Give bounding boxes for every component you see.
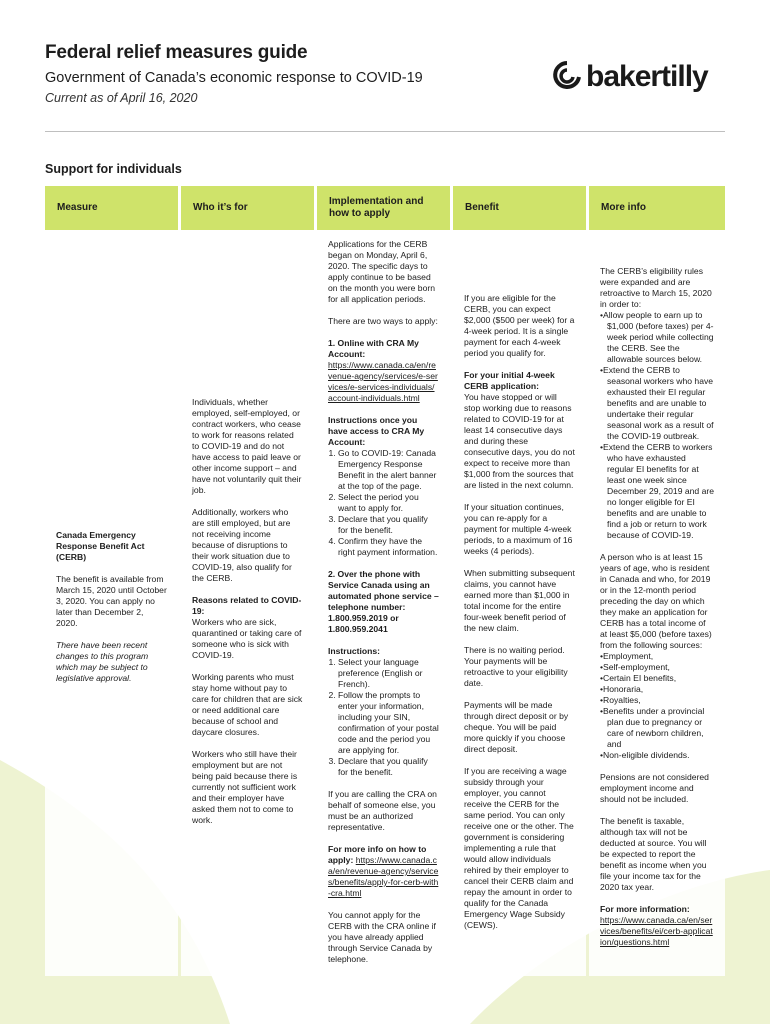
cell-who	[181, 233, 314, 976]
impl-online-step-3: 3. Declare that you qualify for the benefit.	[338, 514, 439, 536]
benefit-paragraph-6: If you are receiving a wage subsidy through your employer, you cannot receive the CERB for the same period. You can only receive one or the other. The government is considering implementing a rule that would allow individuals rehired by their employer to cancel their CERB claim and repay the amount in order to qualify for the Canada Emergency Wage Subsidy (CEWS).	[464, 766, 574, 930]
document-title: Federal relief measures guide	[45, 42, 308, 63]
measure-note: There have been recent changes to this program which may be subject to legislative approval.	[56, 640, 149, 683]
impl-online-step-1: 1. Go to COVID-19: Canada Emergency Response Benefit in the alert banner at the top of the page.	[338, 448, 439, 492]
info-source-6: • Benefits under a provincial plan due to pregnancy or care of newborn children, and	[600, 706, 714, 750]
document-subtitle: Government of Canada’s economic response to COVID-19	[45, 70, 423, 86]
impl-online-step-2: 2. Select the period you want to apply for.	[338, 492, 439, 514]
column-header-implementation: Implementation and how to apply	[317, 186, 450, 230]
info-taxable: The benefit is taxable, although tax will not be deducted at source. You will be expected to report the benefit as income when you file your income tax for the 2020 tax year.	[600, 816, 707, 892]
info-source-4: • Honoraria,	[600, 684, 714, 695]
impl-ways: There are two ways to apply:	[328, 316, 438, 326]
benefit-paragraph-4: There is no waiting period. Your payments will be retroactive to your eligibility date.	[464, 645, 568, 688]
info-pensions: Pensions are not considered employment income and should not be included.	[600, 772, 709, 804]
info-person: A person who is at least 15 years of age, who is resident in Canada and who, for 2019 or in the 12-month period preceding the day on which they make an application for CERB has a total income of at least $5,000 (before taxes) from the following sources:	[600, 552, 712, 650]
who-reasons-text: Workers who are sick, quarantined or taking care of someone who is sick with COVID-19.	[192, 617, 302, 660]
info-more-label: For more information:	[600, 904, 690, 914]
impl-more-info-link[interactable]: https://www.canada.ca/en/revenue-agency/services/benefits/apply-for-cerb-with-cra.html	[328, 855, 439, 898]
impl-phone-step-3: 3. Declare that you qualify for the benefit.	[338, 756, 439, 778]
benefit-initial-text: You have stopped or will stop working due to reasons related to COVID-19 for at least 14 consecutive days and during these consecutive days, you do not expect to receive more than $1,000 from the sources that are listed in the next column.	[464, 392, 575, 490]
impl-phone-title: 2. Over the phone with Service Canada using an automated phone service – telephone number: 1.800.959.2019 or 1.800.959.2041	[328, 569, 439, 634]
who-paragraph-1: Individuals, whether employed, self-employed, or contract workers, who cease to work for reasons related to COVID-19 and do not have access to paid leave or other income support – and have not voluntarily quit their job.	[192, 397, 302, 495]
info-source-7: • Non-eligible dividends.	[600, 750, 714, 761]
info-eligibility: The CERB’s eligibility rules were expanded and are retroactive to March 15, 2020 in order to:	[600, 266, 712, 309]
info-bullet-1: • Allow people to earn up to $1,000 (before taxes) per 4-week period while collecting the CERB. See the allowable sources below.	[600, 310, 714, 365]
column-header-more-info: More info	[589, 186, 725, 230]
document-date: Current as of April 16, 2020	[45, 91, 198, 105]
impl-phone-step-1: 1. Select your language preference (English or French).	[338, 657, 439, 690]
who-paragraph-2: Additionally, workers who are still employed, but are not receiving income because of disruptions to their work situation due to COVID-19, also qualify for the CERB.	[192, 507, 292, 583]
cell-benefit	[453, 233, 586, 976]
info-source-3: • Certain EI benefits,	[600, 673, 714, 684]
info-source-5: • Royalties,	[600, 695, 714, 706]
relief-measures-table	[45, 186, 725, 976]
benefit-paragraph-2: If your situation continues, you can re-apply for a payment for multiple 4-week periods, to a maximum of 16 weeks (4 periods).	[464, 502, 573, 556]
measure-availability: The benefit is available from March 15, 2020 until October 3, 2020. You can apply no later than December 2, 2020.	[56, 574, 167, 628]
who-paragraph-4: Workers who still have their employment but are not being paid because there is currently not sufficient work and their employer have asked them not to come to work.	[192, 749, 298, 825]
cell-measure	[45, 233, 178, 976]
impl-online-link[interactable]: https://www.canada.ca/en/revenue-agency/services/e-services/e-services-individuals/account-individuals.html	[328, 360, 438, 403]
document-header	[45, 42, 423, 105]
impl-phone-instructions-title: Instructions:	[328, 646, 381, 656]
who-paragraph-3: Working parents who must stay home without pay to care for children that are sick or need additional care because of school and daycare closures.	[192, 672, 303, 737]
impl-cannot: You cannot apply for the CERB with the CRA online if you have already applied through Service Canada by telephone.	[328, 910, 436, 964]
impl-online-title: 1. Online with CRA My Account:	[328, 338, 419, 359]
info-source-2: • Self-employment,	[600, 662, 714, 673]
benefit-paragraph-3: When submitting subsequent claims, you cannot have earned more than $1,000 in total income for the entire four-week benefit period of the new claim.	[464, 568, 575, 633]
impl-phone-step-2: 2. Follow the prompts to enter your information, including your SIN, confirmation of your postal code and the period you are applying for.	[338, 690, 439, 756]
header-divider	[45, 131, 725, 132]
impl-online-step-4: 4. Confirm they have the right payment information.	[338, 536, 439, 558]
benefit-paragraph-5: Payments will be made through direct deposit or by cheque. You will be paid more quickly if you choose direct deposit.	[464, 700, 569, 754]
measure-name: Canada Emergency Response Benefit Act (CERB)	[56, 530, 145, 562]
bakertilly-logo	[552, 60, 708, 94]
cell-implementation	[317, 233, 450, 976]
info-more-link[interactable]: https://www.canada.ca/en/services/benefits/ei/cerb-application/questions.html	[600, 915, 713, 947]
impl-more-info-label: For more info on how to apply:	[328, 844, 427, 865]
section-title: Support for individuals	[45, 162, 182, 176]
logo-wordmark: bakertilly	[586, 60, 708, 93]
column-header-measure: Measure	[45, 186, 178, 230]
cell-more-info	[589, 233, 725, 976]
column-header-who: Who it’s for	[181, 186, 314, 230]
column-header-benefit: Benefit	[453, 186, 586, 230]
benefit-paragraph-1: If you are eligible for the CERB, you can expect $2,000 ($500 per week) for a 4-week period. It is a single payment for each 4-week period you qualify for.	[464, 293, 575, 358]
who-reasons-title: Reasons related to COVID-19:	[192, 595, 302, 616]
impl-behalf: If you are calling the CRA on behalf of someone else, you must be an authorized representative.	[328, 789, 437, 832]
impl-instructions-title: Instructions once you have access to CRA My Account:	[328, 415, 425, 447]
info-source-1: • Employment,	[600, 651, 714, 662]
info-bullet-2: • Extend the CERB to seasonal workers who have exhausted their EI regular benefits and are unable to undertake their regular seasonal work as a result of the COVID-19 outbreak.	[600, 365, 714, 442]
bakertilly-swirl-icon	[552, 60, 582, 94]
benefit-initial-title: For your initial 4-week CERB application:	[464, 370, 555, 391]
impl-intro: Applications for the CERB began on Monday, April 6, 2020. The specific days to apply continue to be based on the month you were born for all application periods.	[328, 239, 436, 304]
info-bullet-3: • Extend the CERB to workers who have exhausted regular EI benefits for at least one week since December 29, 2019 and are no longer eligible for EI benefits and are unable to find a job or return to work because of COVID-19.	[600, 442, 714, 541]
